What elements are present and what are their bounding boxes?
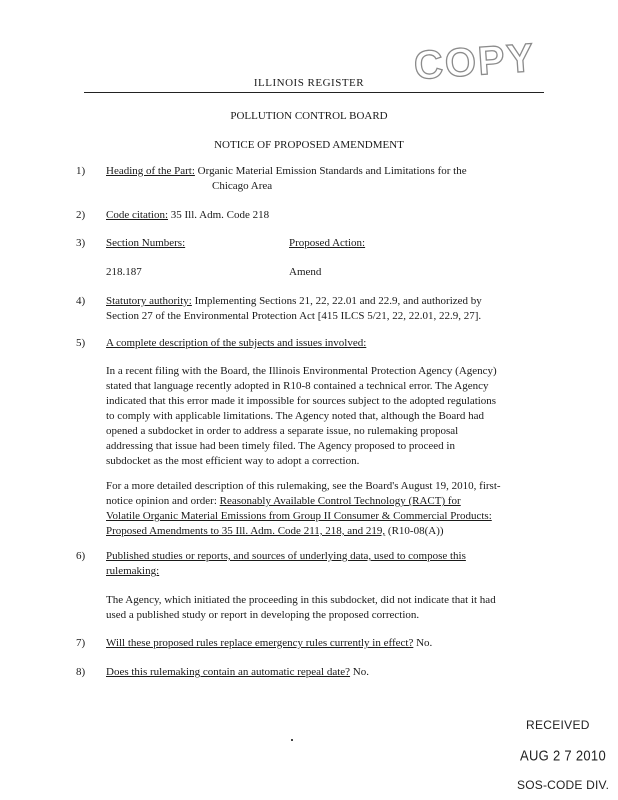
item-3-number: 3)	[76, 237, 86, 249]
item-4-line1: Implementing Sections 21, 22, 22.01 and 22.9, and authorized by	[194, 295, 482, 307]
item-4-number: 4)	[76, 295, 86, 307]
item-5-label: A complete description of the subjects and issues involved:	[106, 337, 367, 349]
p2-line3-title: Volatile Organic Material Emissions from Group II Consumer & Commercial Products:	[106, 510, 492, 522]
item-7-number: 7)	[76, 637, 86, 649]
item-6-paragraph	[106, 593, 556, 623]
item-6-line2: used a published study or report in developing the proposed correction.	[106, 609, 420, 621]
stray-mark	[291, 739, 293, 741]
item-4-label: Statutory authority:	[106, 295, 192, 307]
p1-line: stated that language recently adopted in R10-8 contained a technical error. The Agency	[106, 380, 489, 392]
p1-line: addressing that issue had been timely filed. The Agency proposed to proceed in	[106, 440, 455, 452]
p2-line4	[106, 524, 556, 539]
item-4-line2: Section 27 of the Environmental Protection Act [415 ILCS 5/21, 22, 22.01, 22.9, 27].	[106, 310, 482, 322]
p2-line4-docket: (R10-08(A))	[387, 525, 444, 537]
item-1-number: 1)	[76, 165, 86, 177]
item-8-answer: No.	[352, 666, 369, 678]
item-6-line1: The Agency, which initiated the proceeding in this subdocket, did not indicate that it had	[106, 594, 496, 606]
p1-line: opened a subdocket in order to address a separate issue, no rulemaking proposal	[106, 425, 459, 437]
item-2-text: 35 Ill. Adm. Code 218	[170, 209, 270, 221]
p1-line: In a recent filing with the Board, the Illinois Environmental Protection Agency (Agency)	[106, 365, 497, 377]
board-name: POLLUTION CONTROL BOARD	[230, 110, 388, 122]
item-5-paragraph-2	[106, 479, 556, 539]
p2-line4-title: Proposed Amendments to 35 Ill. Adm. Code 211, 218, and 219,	[106, 525, 386, 537]
p2-line2	[106, 494, 556, 509]
item-7-answer: No.	[416, 637, 433, 649]
received-stamp-label: RECEIVED	[526, 718, 590, 732]
section-number-value: 218.187	[106, 266, 142, 278]
item-1-heading	[106, 164, 546, 179]
item-8-label: Does this rulemaking contain an automatic repeal date?	[106, 666, 351, 678]
item-6-label-line2: rulemaking:	[106, 565, 160, 577]
received-stamp-date: AUG 2 7 2010	[520, 746, 606, 765]
proposed-action-value: Amend	[289, 266, 322, 278]
item-8-number: 8)	[76, 666, 86, 678]
notice-title: NOTICE OF PROPOSED AMENDMENT	[214, 139, 404, 151]
p2-line2-plain: notice opinion and order:	[106, 495, 217, 507]
p1-line: indicated that this error made it impossible for sources subject to the adopted regulations	[106, 395, 497, 407]
item-5-number: 5)	[76, 337, 86, 349]
register-title: ILLINOIS REGISTER	[253, 77, 365, 89]
section-numbers-header: Section Numbers:	[106, 237, 186, 249]
header-rule	[84, 92, 544, 93]
item-4-statutory-authority	[106, 294, 556, 309]
item-6-label-line1: Published studies or reports, and sources of underlying data, used to compose this	[106, 550, 466, 562]
item-1-label: Heading of the Part:	[106, 165, 195, 177]
proposed-action-header: Proposed Action:	[289, 237, 366, 249]
item-1-text-line1: Organic Material Emission Standards and Limitations for the	[197, 165, 467, 177]
item-7-label: Will these proposed rules replace emergency rules currently in effect?	[106, 637, 414, 649]
received-stamp-division: SOS-CODE DIV.	[517, 778, 610, 792]
item-1-text-line2: Chicago Area	[212, 180, 273, 192]
p2-line1: For a more detailed description of this rulemaking, see the Board's August 19, 2010, first-	[106, 480, 501, 492]
p2-line2-title: Reasonably Available Control Technology (RACT) for	[219, 495, 461, 507]
item-2-label: Code citation:	[106, 209, 169, 221]
copy-stamp: COPY	[412, 35, 537, 89]
p1-line: to comply with applicable limitations. The Agency noted that, although the Board had	[106, 410, 484, 422]
item-6-number: 6)	[76, 550, 86, 562]
item-7-question	[106, 636, 556, 651]
item-2-code-citation	[106, 208, 546, 223]
item-5-paragraph-1	[106, 364, 556, 469]
p1-line: subdocket as the most efficient way to adopt a correction.	[106, 455, 360, 467]
item-2-number: 2)	[76, 209, 86, 221]
item-8-question	[106, 665, 556, 680]
